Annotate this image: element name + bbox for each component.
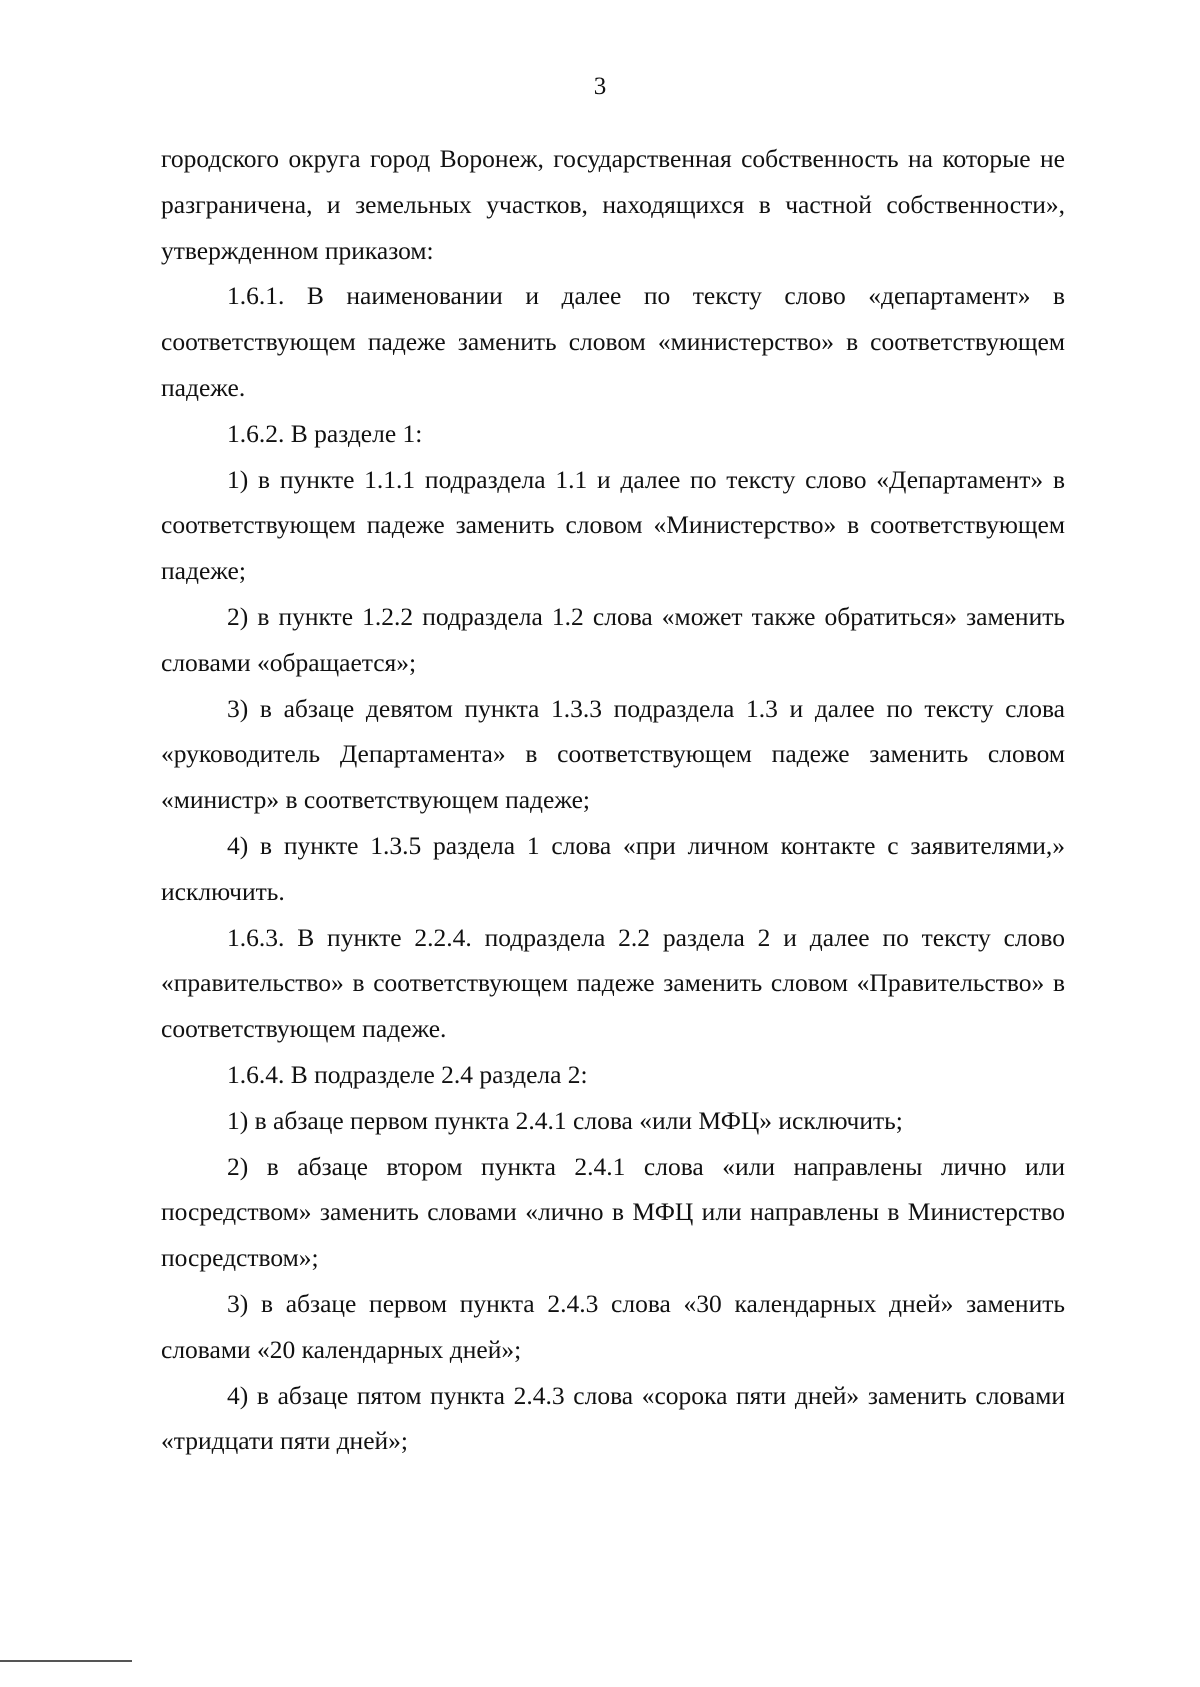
paragraph: 4) в пункте 1.3.5 раздела 1 слова «при личном контакте с заявителями,» исключить.: [161, 830, 1065, 906]
document-body: [161, 136, 1065, 1464]
paragraph: 1) в абзаце первом пункта 2.4.1 слова «или МФЦ» исключить;: [227, 1105, 903, 1135]
paragraph: городского округа город Воронеж, государственная собственность на которые не разграничена, и земельных участков, находящихся в частной собственности», утвержденном приказом:: [161, 144, 1065, 265]
paragraph: 1.6.4. В подразделе 2.4 раздела 2:: [227, 1059, 588, 1089]
paragraph: 2) в пункте 1.2.2 подраздела 1.2 слова «может также обратиться» заменить словами «обращается»;: [161, 601, 1065, 677]
paragraph: 3) в абзаце первом пункта 2.4.3 слова «30 календарных дней» заменить словами «20 календарных дней»;: [161, 1288, 1065, 1364]
page-number: 3: [593, 73, 607, 100]
paragraph: 2) в абзаце втором пункта 2.4.1 слова «или направлены лично или посредством» заменить словами «лично в МФЦ или направлены в Министерство посредством»;: [161, 1151, 1065, 1273]
paragraph: 1.6.2. В разделе 1:: [227, 418, 423, 448]
paragraph: 1) в пункте 1.1.1 подраздела 1.1 и далее по тексту слово «Департамент» в соответствующем падеже заменить словом «Министерство» в соответствующем падеже;: [161, 464, 1065, 586]
footer-divider: [0, 1660, 132, 1662]
paragraph: 1.6.3. В пункте 2.2.4. подраздела 2.2 раздела 2 и далее по тексту слово «правительство» в соответствующем падеже заменить словом «Правительство» в соответствующем падеже.: [161, 922, 1065, 1044]
paragraph: 3) в абзаце девятом пункта 1.3.3 подраздела 1.3 и далее по тексту слова «руководитель Департамента» в соответствующем падеже заменить словом «министр» в соответствующем падеже;: [161, 693, 1065, 815]
paragraph: 1.6.1. В наименовании и далее по тексту слово «департамент» в соответствующем падеже заменить словом «министерство» в соответствующем падеже.: [161, 281, 1065, 402]
paragraph: 4) в абзаце пятом пункта 2.4.3 слова «сорока пяти дней» заменить словами «тридцати пяти дней»;: [161, 1380, 1065, 1456]
